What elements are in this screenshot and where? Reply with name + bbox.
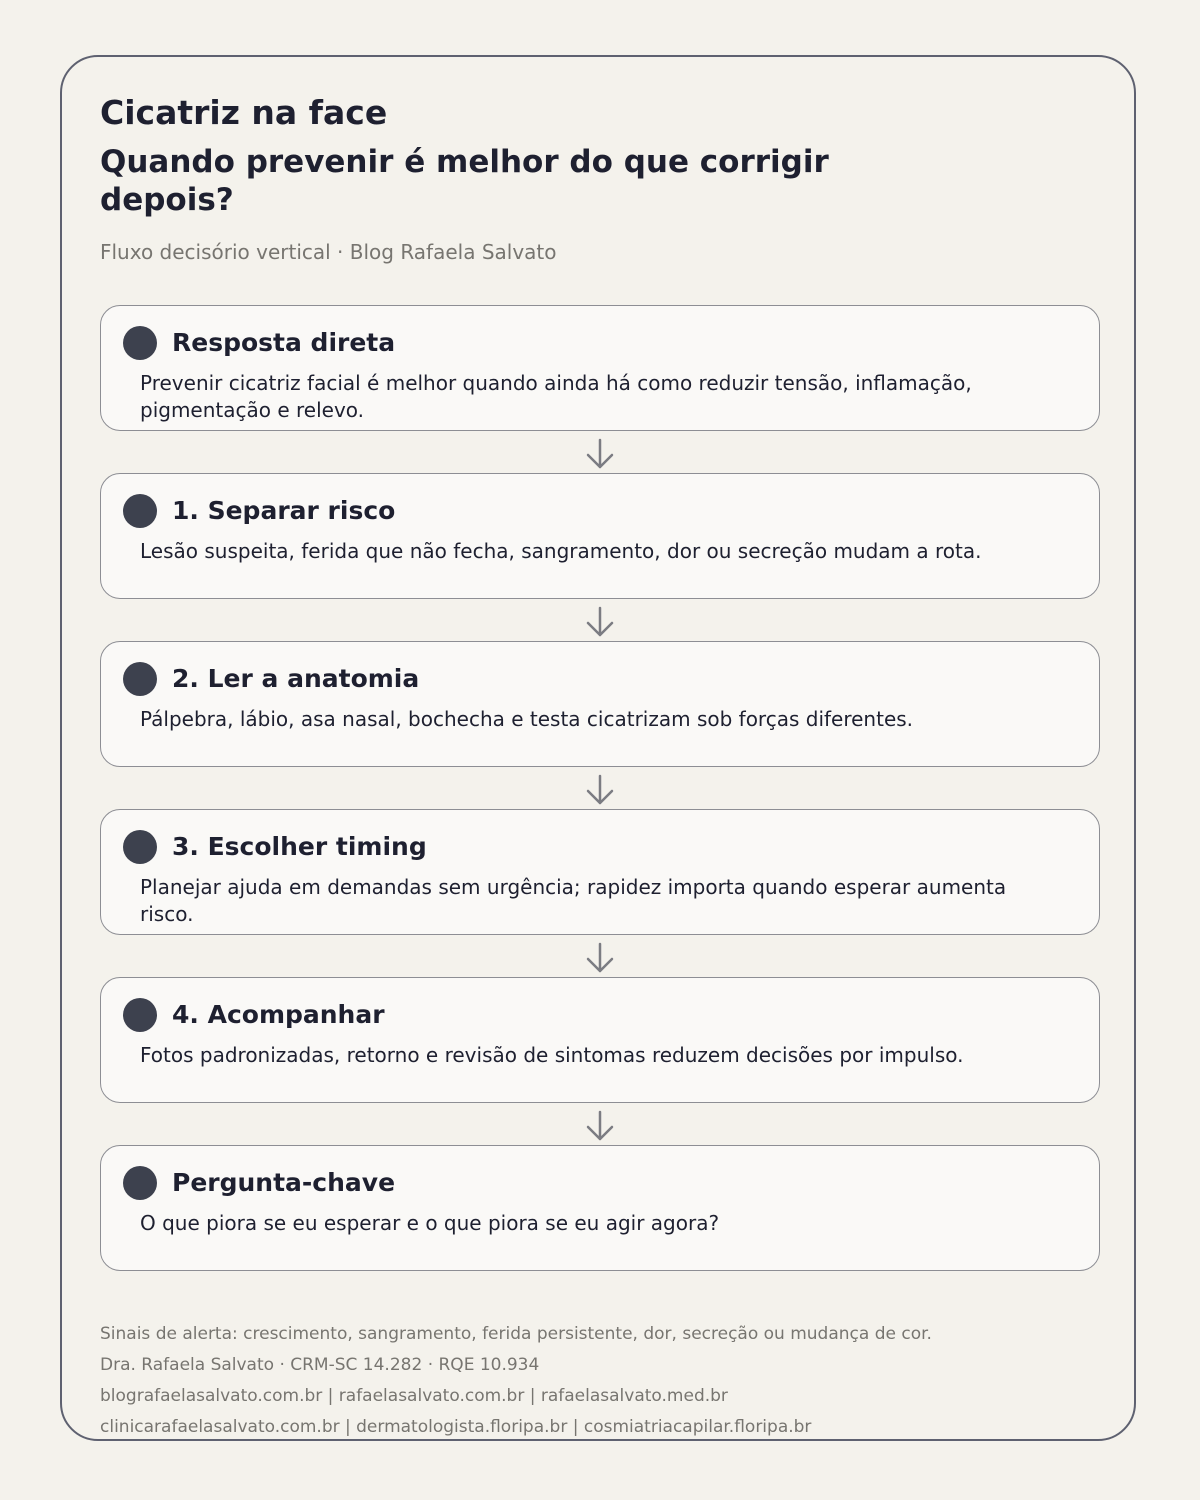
step-title: Resposta direta <box>172 328 396 357</box>
down-arrow-icon <box>586 606 614 638</box>
step-title: 4. Acompanhar <box>172 1000 385 1029</box>
step-bullet-icon <box>123 494 157 528</box>
step-title: Pergunta-chave <box>172 1168 396 1197</box>
step-text: Prevenir cicatriz facial é melhor quando ainda há como reduzir tensão, inflamação, pigmentação e relevo. <box>140 371 972 422</box>
step-text: Planejar ajuda em demandas sem urgência; rapidez importa quando esperar aumenta risco. <box>140 875 1007 926</box>
down-arrow-icon <box>586 438 614 470</box>
step-bullet-icon <box>123 998 157 1032</box>
step-text: Fotos padronizadas, retorno e revisão de sintomas reduzem decisões por impulso. <box>140 1043 964 1067</box>
step-text: O que piora se eu esperar e o que piora se eu agir agora? <box>140 1211 720 1235</box>
step-title: 2. Ler a anatomia <box>172 664 420 693</box>
step-text: Lesão suspeita, ferida que não fecha, sangramento, dor ou secreção mudam a rota. <box>140 539 982 563</box>
step-box-separate-risk <box>100 473 1100 599</box>
step-box-key-question <box>100 1145 1100 1271</box>
footer-doctor-credentials: Dra. Rafaela Salvato · CRM-SC 14.282 · RQE 10.934 <box>100 1355 540 1375</box>
step-text: Pálpebra, lábio, asa nasal, bochecha e testa cicatrizam sob forças diferentes. <box>140 707 914 731</box>
down-arrow-icon <box>586 942 614 974</box>
step-box-choose-timing <box>100 809 1100 935</box>
footer-sites-line-2: clinicarafaelasalvato.com.br | dermatologista.floripa.br | cosmiatriacapilar.floripa.br <box>100 1417 812 1437</box>
step-bullet-icon <box>123 326 157 360</box>
page-subtitle: Quando prevenir é melhor do que corrigir depois? <box>100 144 829 218</box>
step-box-direct-answer <box>100 305 1100 431</box>
step-box-read-anatomy <box>100 641 1100 767</box>
down-arrow-icon <box>586 1110 614 1142</box>
step-title: 3. Escolher timing <box>172 832 427 861</box>
step-bullet-icon <box>123 662 157 696</box>
footer-sites-line-1: blografaelasalvato.com.br | rafaelasalvato.com.br | rafaelasalvato.med.br <box>100 1386 728 1406</box>
step-bullet-icon <box>123 1166 157 1200</box>
page-title: Cicatriz na face <box>100 93 388 132</box>
step-box-follow-up <box>100 977 1100 1103</box>
step-title: 1. Separar risco <box>172 496 396 525</box>
footer-warning: Sinais de alerta: crescimento, sangramento, ferida persistente, dor, secreção ou mudança de cor. <box>100 1324 932 1344</box>
down-arrow-icon <box>586 774 614 806</box>
step-bullet-icon <box>123 830 157 864</box>
page-caption: Fluxo decisório vertical · Blog Rafaela Salvato <box>100 240 557 264</box>
